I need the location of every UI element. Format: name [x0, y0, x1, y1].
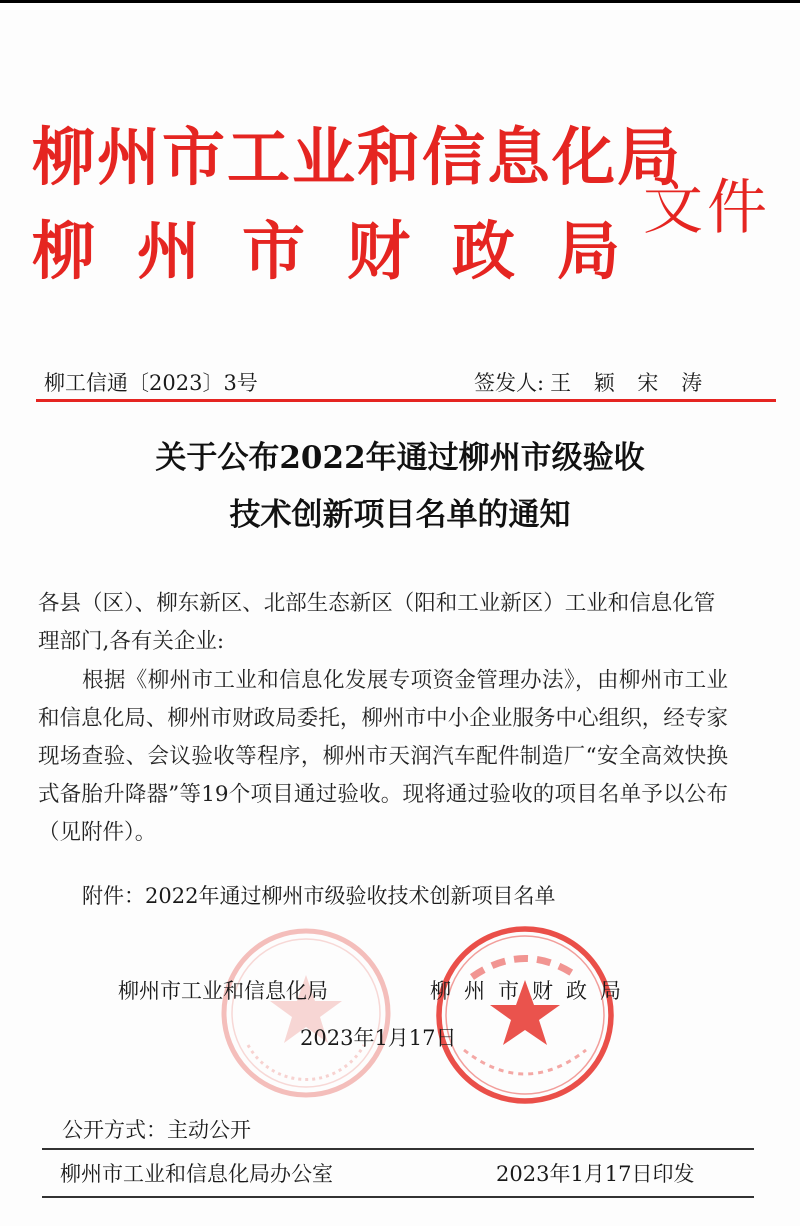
signature-date: 2023年1月17日 [300, 1026, 457, 1050]
right-official-seal [432, 922, 618, 1108]
left-official-seal [218, 925, 394, 1101]
body-paragraph: 根据《柳州市工业和信息化发展专项资金管理办法》，由柳州市工业和信息化局、柳州市财政局委托，柳州市中小企业服务中心组织，经专家现场查验、会议验收等程序，柳州市天润汽车配件制造厂“安全高效快换式备胎升降器”等19个项目通过验收。现将通过验收的项目名单予以公布（见附件）。 [38, 668, 728, 845]
issuer-label: 签发人: [474, 371, 545, 395]
red-divider [36, 399, 776, 402]
footer-office: 柳州市工业和信息化局办公室 [60, 1162, 333, 1186]
addressee: 各县（区）、柳东新区、北部生态新区（阳和工业新区）工业和信息化管理部门,各有关企业: [38, 591, 716, 654]
document-number: 柳工信通〔2023〕3号 [44, 371, 258, 395]
title-line-2: 技术创新项目名单的通知 [229, 497, 571, 533]
agency-name-line-2: 柳州市财政局 [32, 215, 662, 288]
title-line-1: 关于公布2022年通过柳州市级验收 [155, 440, 645, 476]
signature-right-org: 柳州市财政局 [430, 979, 634, 1003]
scan-top-edge [0, 0, 800, 3]
footer-rule-top [42, 1148, 754, 1150]
footer-print-date: 2023年1月17日印发 [496, 1162, 695, 1186]
footer-rule-bottom [42, 1196, 754, 1198]
publicity-mode: 公开方式：主动公开 [62, 1118, 251, 1142]
issuer-line [474, 367, 710, 397]
document-type-label: 文件 [643, 173, 771, 243]
signature-left-org: 柳州市工业和信息化局 [118, 979, 328, 1003]
agency-name-line-1: 柳州市工业和信息化局 [32, 121, 682, 194]
attachment-line: 附件：2022年通过柳州市级验收技术创新项目名单 [82, 884, 556, 908]
issuer-names: 王 颖 宋 涛 [550, 371, 711, 395]
